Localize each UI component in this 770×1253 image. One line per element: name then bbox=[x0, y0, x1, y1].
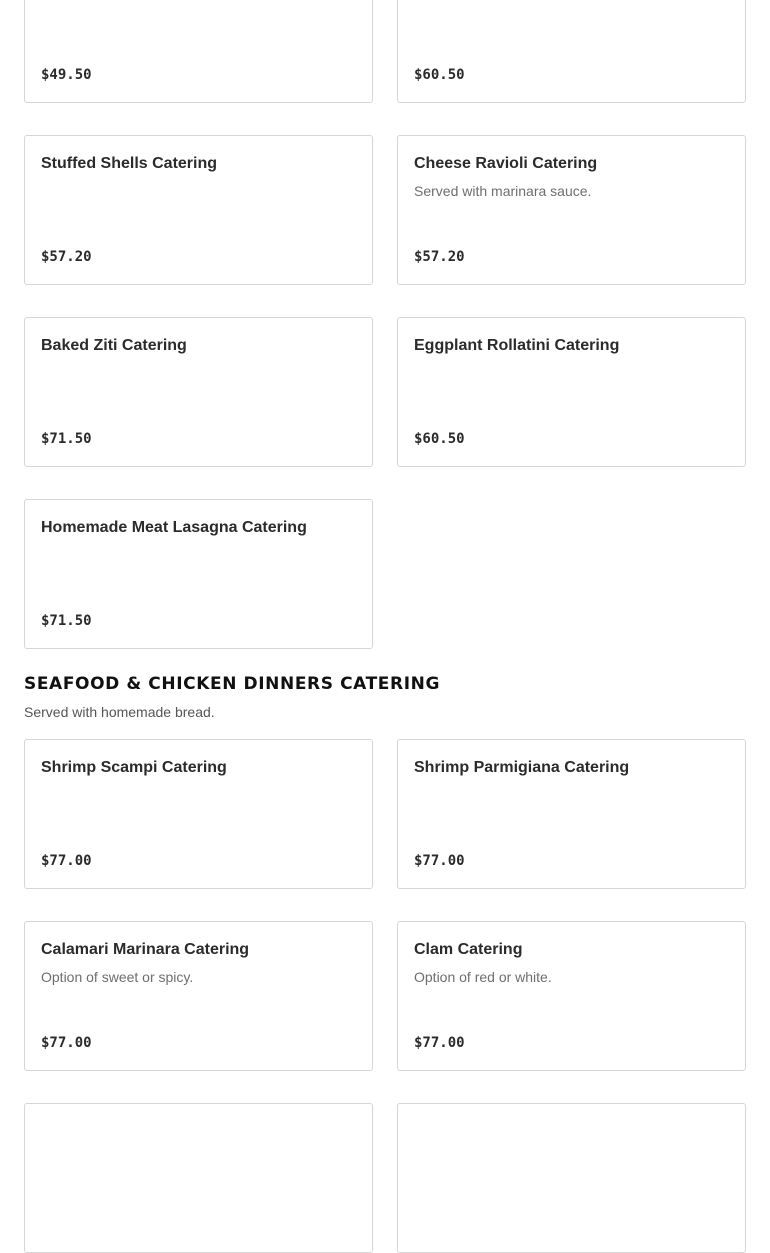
item-price: $57.20 bbox=[41, 249, 92, 265]
menu-item-card[interactable] bbox=[24, 921, 373, 1071]
menu-item-card[interactable] bbox=[24, 499, 373, 649]
item-price: $77.00 bbox=[414, 1035, 465, 1051]
item-description: Served with marinara sauce. bbox=[414, 183, 592, 199]
menu-item-card[interactable] bbox=[24, 739, 373, 889]
item-name: Stuffed Shells Catering bbox=[41, 155, 218, 172]
item-name: Cheese Ravioli Catering bbox=[414, 155, 598, 172]
item-description: Option of sweet or spicy. bbox=[41, 969, 194, 985]
item-description: Option of red or white. bbox=[414, 969, 552, 985]
section-title: SEAFOOD & CHICKEN DINNERS CATERING bbox=[24, 674, 441, 694]
menu-item-card[interactable] bbox=[24, 317, 373, 467]
item-price: $77.00 bbox=[414, 853, 465, 869]
item-price: $71.50 bbox=[41, 431, 92, 447]
menu-item-card[interactable] bbox=[24, 135, 373, 285]
menu-item-card[interactable] bbox=[397, 921, 746, 1071]
menu-item-card[interactable] bbox=[397, 135, 746, 285]
menu-item-card[interactable] bbox=[24, 0, 373, 103]
menu-item-card[interactable] bbox=[397, 0, 746, 103]
item-price: $49.50 bbox=[41, 67, 92, 83]
item-name: Homemade Meat Lasagna Catering bbox=[41, 519, 307, 536]
item-name: Calamari Marinara Catering bbox=[41, 941, 250, 958]
item-price: $77.00 bbox=[41, 1035, 92, 1051]
item-name: Baked Ziti Catering bbox=[41, 337, 187, 354]
item-price: $71.50 bbox=[41, 613, 92, 629]
menu-item-card[interactable] bbox=[24, 1103, 373, 1253]
item-price: $60.50 bbox=[414, 431, 465, 447]
menu-item-card[interactable] bbox=[397, 739, 746, 889]
item-name: Shrimp Parmigiana Catering bbox=[414, 759, 630, 776]
menu-item-card[interactable] bbox=[397, 1103, 746, 1253]
item-name: Eggplant Rollatini Catering bbox=[414, 337, 620, 354]
section-description: Served with homemade bread. bbox=[24, 704, 215, 720]
menu-item-card[interactable] bbox=[397, 317, 746, 467]
item-price: $60.50 bbox=[414, 67, 465, 83]
item-name: Shrimp Scampi Catering bbox=[41, 759, 227, 776]
item-name: Clam Catering bbox=[414, 941, 523, 958]
item-price: $57.20 bbox=[414, 249, 465, 265]
item-price: $77.00 bbox=[41, 853, 92, 869]
